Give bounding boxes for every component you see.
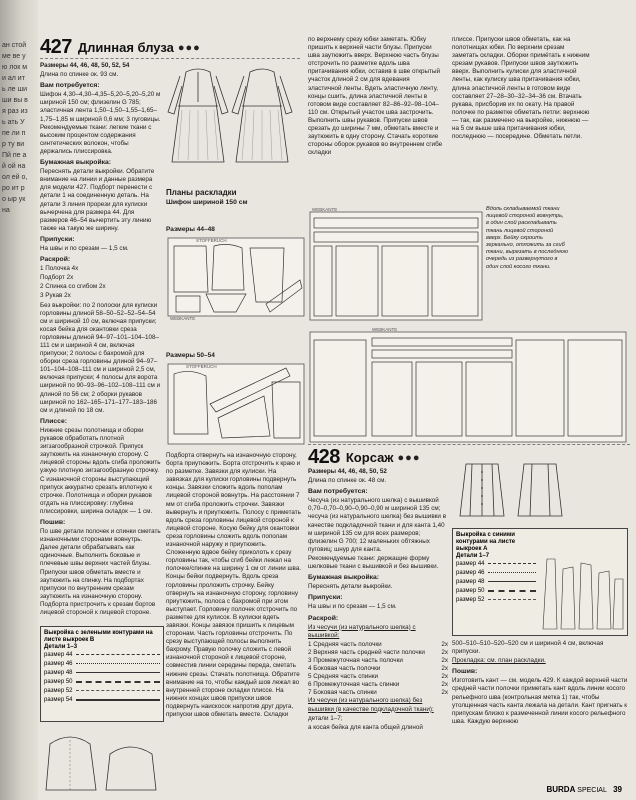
sizes-label: Размеры 44, 46, 48, 50, 52 [308, 468, 387, 475]
middle-instructions: Подборта отвернуть на изнаночную сторону, борта приутюжить. Борта отстрочить к краю и по разметке. Завязки для кулиски. На завязках для кулиски горловины подвернуть концы. Завязки сложить вдоль пополам лицевой стороной вовнутрь. На расстоянии 7 мм от сгиба проложить строчки. Завязки вывернуть и приутюжить. Полосу с приметать вдоль среза горловины лицевой стороной к лицевой стороне. Косую бейку для окантовки среза горловины сложить вдоль пополам изнаночной наружу и приутюжить. Сложенную вдвое бейку приколоть к срезу горловины так, чтобы сгиб бейки лежал на полочке/спинке на ширину 1 см от линии шва. Концы бейки подвернуть. Вдоль среза горловины проложить строчку. Бейку отвернуть на изнаночную сторону, горловину приутюжить, полоса с бахромой при этом выступает. Горловину полочек отстрочить по разметке для кулисок. В кулиски вдеть завязки. Концы завязок пришить к лицевым сторонам. Часть горловины отстрочить. По срезу выступающей полосы выполнить бахрому. Правую полочку сложить с левой изнаночной стороной к лицевой стороне, совместив линии середины переда, сметать нижние срезы. Стачать полотнища. Обратите внимание на то, чтобы каждый шов лежал во внутренней стороне складки плиссе. На нижних концах швов припуски швов подвернуть наискосок напротив друг друга, припуски швов обметать вместе. Складки [166, 452, 302, 718]
divider [40, 58, 300, 59]
model-427-header [40, 36, 201, 59]
pattern-heading: Бумажная выкройка: [40, 159, 112, 167]
materials-text: Чесуча (из натурального шелка) с вышивкой 0,70–0,70–0,90–0,90–0,90 м шириной 135 см; чесуча (из натурального шелка) без вышивки в качестве подкладочной ткани и для канта 1,40 м шириной 135 см для всех размеров; флизелин G 700; 12 маленьких обтяжных пуговиц; шнур для канта. [308, 497, 447, 553]
layout-title: Планы раскладки [166, 188, 237, 197]
model-number: 428 [308, 446, 340, 468]
cut-item: 2 Спинка со сгибом 2x [40, 283, 106, 291]
cut-subheading-3: детали 1–7; [308, 714, 343, 722]
recommended-fabrics: Рекомендуемые ткани: держащие форму шелковые ткани с вышивкой и без вышивки. [308, 554, 439, 571]
sew-text: Изготовить кант — см. модель 429. К каждой верхней части средней части полочки приметать кант вдоль линии косого рельефного шва (контрольная метка 1) так, чтобы утолщенная часть канта лежала на детали. Кант пригнать к припускам близко к размеченной линии косого рельефного шва. Каждую верхнюю [452, 677, 628, 725]
cut-item: 5 Средняя часть спинки 2x [308, 673, 448, 681]
pattern-size-table-427 [40, 626, 164, 722]
allowance-text: На швы и по срезам — 1,5 см. [308, 603, 397, 611]
layout-plan-1-sketch [166, 232, 306, 322]
right-top-text-2: плиссе. Припуски швов обметать, как на полотнищах юбки. По верхним срезам заметать складки. Оборки примётать к нижним срезам рукавов. Припуски швов заутюжить вверх. Выполнить кулиски для эластичной ленты, как кулиску шва притачивания юбки, длина эластичной ленты в готовом виде составляет 27–28–30–32–34–36 см. Втачать рукава, присборив их по окату. На правой полочке по разметке обметать петли: верхнюю — так, как размечено на выкройке, нижнюю — на 5 см выше шва притачивания юбки, последнюю — посередине. Обметать петли. [452, 36, 590, 141]
size-row: размер 48 [44, 668, 160, 677]
table-parts: Детали 1–7 [456, 553, 490, 559]
cut-item: 3 Рукав 2x [40, 292, 71, 300]
binding-edge [0, 0, 38, 800]
layout-fabric: Шифон шириной 150 см [166, 199, 248, 206]
sew-heading: Пошив: [40, 518, 66, 526]
pattern-text: Переснять детали выкройки. [308, 583, 393, 591]
materials-text: Шифон 4,30–4,30–4,35–5,20–5,20–5,20 м шириной 150 см; флизелин G 785; эластичная лента 1,50–1,50–1,55–1,65–1,75–1,85 м шириной 0,6 мм; 3 пуговицы. Рекомендуемые ткани: легкие ткани с высоким процентом содержания синтетических волокон, чтобы держались плиссировка. [40, 91, 161, 155]
cut-heading: Раскрой: [40, 256, 71, 264]
sew-text: По шве детали полочек и спинки сметать изнаночными сторонами вовнутрь. Далее детали обрабатывать как одиночные. Выполнить боковые и плечевые швы верхних частей блузы. Припуски швов обметать вместе и заутюжить на спинку. На подбортах припуски по внутренним срезам заутюжить на изнаночную сторону. Подборта пристрочить к срезам бортов лицевой стороной к лицевой стороне. [40, 528, 161, 616]
difficulty-dots: ●●● [177, 41, 201, 54]
cut-item: 4 Боковая часть полочки 2x [308, 665, 448, 673]
allowance-heading: Припуски: [308, 594, 343, 602]
cut-subheading-4: а косая бейка для канта общей длиной [308, 723, 423, 731]
bias-length-text: 500–510–510–520–520 см и шириной 4 см, включая припуски. [452, 640, 604, 656]
size-row: размер 44 [456, 559, 536, 568]
svg-text:WEBKANTE: WEBKANTE [170, 316, 196, 321]
layout-sizes-2: Размеры 50–54 [166, 352, 215, 359]
pattern-text: Переснять детали выкройки. Обратите внимание на линии и данные размера для модели 427. Подборт перенести с детали 1 на соединенную деталь. На детали 3 линия прорези для кулиски вычерчена для размера 44. Для размеров 46–54 вычертить эту линию также на такую же ширину. [40, 168, 155, 232]
cut-item: Подборт 2x [40, 274, 74, 282]
allowance-heading: Припуски: [40, 235, 75, 243]
layout-plan-wide-2 [308, 326, 628, 446]
materials-heading: Вам потребуется: [40, 82, 100, 90]
layout-plan-2-sketch [166, 358, 306, 450]
page-footer [546, 785, 622, 794]
allowance-text: На швы и по срезам — 1,5 см. [40, 244, 129, 252]
cut-item: 2 Верхняя часть средней части полочки 2x [308, 648, 448, 656]
cut-heading: Раскрой: [308, 614, 339, 622]
cut-item: 3 Промежуточная часть полочки 2x [308, 656, 448, 664]
corset-pattern-pieces [539, 549, 625, 633]
model-title: Длинная блуза [77, 40, 174, 55]
svg-text:STOFFBRUCH: STOFFBRUCH [186, 364, 217, 369]
table-title: Выкройка с синими контурами на листе выкроек А [456, 532, 516, 552]
cut-subheading: Из чесучи (из натурального шелка) с вышивкой: [308, 623, 416, 639]
size-row: размер 48 [456, 577, 536, 586]
size-row: размер 52 [456, 595, 536, 604]
sleeve-pattern-sketch [40, 724, 164, 794]
brand-special: SPECIAL [577, 787, 607, 794]
cut-item: 7 Боковая часть спинки 2x [308, 689, 448, 697]
pattern-heading: Бумажная выкройка: [308, 574, 380, 582]
cut-item: 6 Промежуточная часть спинки 2x [308, 681, 448, 689]
sew-heading: Пошив: [452, 668, 478, 676]
size-row: размер 46 [456, 568, 536, 577]
table-title: Выкройка с зелеными контурами на листе выкроек В [44, 630, 153, 643]
right-top-text-1: по верхнему срезу юбки заметать. Юбку пришить к верхней части блузы. Припуски шва заутюжить вверх. Верхнюю часть блузы отстрочить по разметке вдоль шва притачивания юбки, оставив в шве открытый участок длиной 2 см для вдевания эластичной ленты. Вдеть эластичную ленту, концы сшить, длина эластичной ленты в готовом виде составляет 82–86–92–98–104–110 см. Открытый участок шва застрочить. Выполнить швы рукавов. Припуски швов срезать до ширины 7 мм, обметать вместе и заутюжить в одну сторону. Стачать короткие стороны оборок рукавов во внутреннем сгибе складки [308, 36, 443, 157]
materials-heading: Вам потребуется: [308, 488, 368, 496]
length-label: Длина по спинке ок. 93 см. [40, 71, 119, 79]
model-428-header [308, 446, 420, 469]
size-row: размер 50 [456, 586, 536, 595]
pleat-text: Нижние срезы полотнища и оборки рукавов обработать плотной зигзагообразной строчкой. Припуск заутюжить на изнаночную сторону. С лицевой стороны вдоль сгиба проложить узкую плотную зигзагообразную строчку. С изнаночной стороны выступающий припуск аккуратно срезать вплотную к строчке. Полотнища и оборки рукавов отдать на плиссировку: глубина плиссировки, ширина складок — 1 см. [40, 426, 161, 515]
cut-subheading-2: Из чесучи (из натурального шелка) без вышивки (в качестве подкладочной ткани): [308, 697, 434, 713]
size-row: размер 54 [44, 695, 160, 704]
pleat-heading: Плиссе: [40, 417, 67, 425]
cut-extra-text: Без выкройки: по 2 полоски для кулиски горловины длиной 58–50–52–52–54–54 см и шириной 10 см, включая припуски; косая бейка для окантовки среза горловины длиной 94–97–101–104–108–111 см и шириной 4 см, включая припуски; 2 полосы с бахромой для оборки среза горловины длиной 94–97–101–104–108–111 см и шириной 2,5 см, включая припуски; 4 полосы для ворота шириной по 90–93–96–102–108–111 см и длиной по 56 см; 2 оборки рукавов шириной по 162–165–171–177–183–186 см и длиной по 18 см. [40, 301, 161, 414]
layout-note: Вдоль складываемой ткани лицевой стороной вовнутрь, в один слой раскладывать ткань лицевой стороной вверх. Бейку скроить зеркально, отложить за сгиб ткани, вырезать в последнюю очередь из развернутого в один слой косого ткани. [486, 206, 568, 270]
size-row: размер 46 [44, 659, 160, 668]
brand-name: BURDA [546, 785, 576, 794]
svg-text:WEBKANTE: WEBKANTE [312, 207, 338, 212]
table-parts: Детали 1–3 [44, 644, 78, 650]
model-428-instructions [308, 468, 448, 794]
model-427-instructions [40, 62, 162, 622]
corset-technical-drawing [452, 456, 572, 526]
length-label: Длина по спинке ок. 48 см. [308, 477, 387, 485]
layout-plan-wide-1 [308, 206, 484, 324]
svg-text:STOFFBRUCH: STOFFBRUCH [196, 238, 227, 243]
size-row: размер 50 [44, 677, 160, 686]
model-number: 427 [40, 36, 72, 58]
svg-text:WEBKANTE: WEBKANTE [372, 327, 398, 332]
layout-sizes-1: Размеры 44–48 [166, 226, 215, 233]
difficulty-dots: ●●● [397, 451, 421, 464]
divider [308, 444, 630, 445]
blouse-technical-drawing [166, 62, 300, 170]
page-number: 39 [613, 785, 622, 794]
size-row: размер 52 [44, 686, 160, 695]
sizes-label: Размеры 44, 46, 48, 50, 52, 54 [40, 62, 130, 69]
model-title: Корсаж [345, 450, 394, 465]
previous-page-text: ан стой ме ве ую лок ми ал ить ле ши ши вы вя раз изь ать Упе ли пр ту ви Пй пе ай ой на ол ей о, ро ит ро ыр ук на [2, 42, 28, 214]
size-row: размер 44 [44, 650, 160, 659]
cut-item: 1 Средняя часть полочки 2x [308, 640, 448, 648]
model-428-sewing [452, 640, 628, 776]
interfacing-text: Прокладка: см. план раскладки. [452, 657, 546, 665]
cut-item: 1 Полочка 4x [40, 265, 79, 273]
pattern-size-table-428 [452, 528, 628, 636]
